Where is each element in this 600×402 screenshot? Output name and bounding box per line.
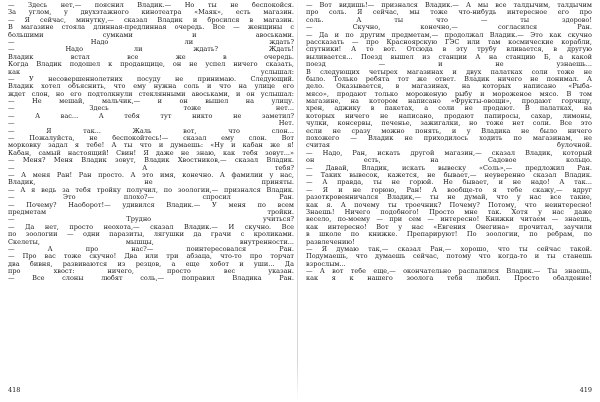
text-line: — Скучно, конечно,— согласился Ран. bbox=[306, 24, 592, 32]
text-line: поезд — и не узнаешь... bbox=[306, 61, 592, 69]
text-line: как я. А почему ты троечник? Почему? Потому, что неинтересно! bbox=[306, 201, 592, 209]
text-line: весело, по-моему — при сем — интересно! Книжки читаем — знаешь, bbox=[306, 216, 592, 224]
text-line: похожего — Владик не приходилось ходить по магазинам, не bbox=[306, 135, 592, 143]
text-line: выливается... Поезд вышел из станции А на станцию Б, а какой bbox=[306, 53, 592, 61]
text-line: спутники! А то вот. Отсюда в эту трубу вливается, в другую bbox=[306, 46, 592, 54]
text-line: — Да и по другим предметам,— продолжал Владик.— Это как скучно bbox=[306, 31, 592, 39]
text-line: — Про вас тоже скучно! Два или три абзаца, что-то про торчат bbox=[8, 253, 294, 261]
text-line: было. Только ребята тот же ответ. Владик ничего не понимал. А bbox=[306, 75, 592, 83]
text-line: разоткровенничался Владик,— ты не думай, что у нас все такие, bbox=[306, 194, 592, 202]
text-line: про хвост: ничего, просто вес указан. bbox=[8, 268, 294, 276]
text-line: два бивня, развиваются из резцов, а еще хобот и уши... Да bbox=[8, 260, 294, 268]
left-page bbox=[8, 2, 294, 382]
page-gutter bbox=[297, 0, 298, 402]
text-line: Владик встал все же в очередь. bbox=[8, 53, 294, 61]
text-line: развлечению! bbox=[306, 238, 355, 246]
text-line: — Давай, Владик, искать вывеску «Соль»,— предложил Ран. bbox=[306, 164, 592, 172]
right-page bbox=[306, 2, 592, 382]
page-number-right: 419 bbox=[579, 386, 592, 394]
text-line: соль. А ты что — ты здорово! bbox=[306, 16, 592, 24]
text-line: — Пожалуйста, не беспокойтесь!— сказал ему слон. Вот bbox=[8, 135, 294, 143]
text-line: — Это плохо?— спросил Ран. bbox=[8, 194, 294, 202]
text-line: — А я ведь за тебя тройку получил, по зоологии,— признался Владик. bbox=[8, 186, 294, 194]
text-line: если не сразу можно понять, и у Владика не было ничего bbox=[306, 127, 592, 135]
text-line: по зоологии — одни паразиты, лягушки да грачи с кроликами. bbox=[8, 231, 294, 239]
text-line: Когда Владик подошел к продавщице, он не успел ничего сказать, bbox=[8, 61, 294, 69]
text-line: как услышал: bbox=[8, 68, 294, 76]
text-line: ждет слон, но его подтолкнули стеклянными авоськами, и он услышал: bbox=[8, 90, 294, 98]
text-line: он есть, на Садовое кольцо. bbox=[306, 157, 592, 165]
text-line: — Трудно учиться? bbox=[8, 216, 294, 224]
text-line: За углом, у двухэтажного кинотеатра «Маяк», есть магазин. bbox=[8, 9, 294, 17]
text-line: — А про нас?— поинтересовался Ран. bbox=[8, 245, 294, 253]
text-line: — Нет. bbox=[8, 120, 294, 128]
text-line: как я к нашего зоолога тебя любил. Просто обалдение! bbox=[306, 275, 592, 283]
text-line: которых ничего не написано, продают папиросы, сахар, лимоны, bbox=[306, 112, 592, 120]
text-line: — Вот видишь!— признался Владик.— А мы все талдычим, талдычим bbox=[306, 2, 592, 9]
text-line: Кабан, самый настоящий! Свин! Я даже не знаю, как тебя зовут...» bbox=[8, 149, 294, 157]
text-line: — Да нет, просто неохота,— сказал Владик.— И скучно. Все bbox=[8, 223, 294, 231]
text-line: — А вот тебе еще,— окончательно распалился Владик.— Ты знаешь, bbox=[306, 268, 592, 276]
text-line: считая булочной. bbox=[306, 142, 592, 150]
text-line: — Меня? Меня Владик зовут, Владик Хвостников,— сказал Владик. bbox=[8, 157, 294, 165]
text-line: В магазине стояла длинная-предлинная очередь. Все — женщины с bbox=[8, 24, 294, 32]
text-line: Владик, не приняты. bbox=[8, 179, 294, 187]
text-line: — Таких вывесок, кажется, не бывает,— неуверенно сказал Владик. bbox=[306, 171, 592, 179]
text-line: предметам тройки. bbox=[8, 208, 294, 216]
text-line: — Надо ли ждать? bbox=[8, 38, 294, 46]
text-line: хрен, аджику в пакетах, а соли не продают. В палатках, на bbox=[306, 105, 592, 113]
text-line: — А вас... А тебя тут никто не заметил? bbox=[8, 112, 294, 120]
text-line: чулки, консервы, печенье, зажигалки, но тоже нет соли. Все это bbox=[306, 120, 592, 128]
text-line: про соль. Я сейчас, мы тоже что-нибудь интересное его про bbox=[306, 9, 592, 17]
text-line: — Надо ли ждать? Ждать! bbox=[8, 46, 294, 54]
text-line: — Не мешай, мальчик,— и он вышел на улицу. bbox=[8, 98, 294, 106]
text-line: рассказать — про Красноярскую ГЭС или там космические корабли, bbox=[306, 38, 592, 46]
text-line: — А меня Ран! Ран просто. А это имя, конечно. А фамилии у нас, bbox=[8, 171, 294, 179]
text-line: дело. Оказывается, в магазинах, на которых написано «Рыба- bbox=[306, 83, 592, 91]
text-line: — У несовершеннолетних посуду не принимаю. Следующий. bbox=[8, 75, 294, 83]
text-line: как интересно! Вот у нас «Евгения Онегина» прочитал, заучили bbox=[306, 223, 592, 231]
text-line: — Я так... Жаль вот, что слон... bbox=[8, 127, 294, 135]
text-line: большими сумками и авоськами. bbox=[8, 31, 294, 39]
text-line: — А тебя? bbox=[8, 164, 294, 172]
text-line: в школе по книжке. Препарируют! По зоологии, по ребрам, по bbox=[306, 231, 592, 239]
text-line: морковку задал я тебе! А ты что и думаешь: «Ну и кабан же я! bbox=[8, 142, 294, 150]
text-line: — Надо, Ран, искать другой магазин,— сказал Владик, который bbox=[306, 149, 592, 157]
text-line: — А правда, ты не горюй. Не бывает, и не надо! А так... bbox=[306, 179, 592, 187]
text-line: Знаешь! Ничего подобного! Просто мне так. Хотя у нас даже bbox=[306, 208, 592, 216]
text-line: взрослым... bbox=[306, 260, 346, 268]
text-line: Владик хотел объяснить, что ему нужна соль и что на улице его bbox=[8, 83, 294, 91]
text-line: Скелеты, мышцы, внутренности... bbox=[8, 238, 294, 246]
text-line: — Я сейчас, минутку,— сказал Владик и бросился в магазин. bbox=[8, 16, 294, 24]
text-line: Подумаешь, что думаешь сейчас, потому что когда-то и ты станешь bbox=[306, 253, 592, 261]
text-line: — Я и не горюю, Ран! А вообще-то я тебе скажу,— вдруг bbox=[306, 186, 592, 194]
text-line: магазине, на котором написано «Фрукты-овощи», продают горчицу, bbox=[306, 98, 592, 106]
text-line: мясо», продают только мороженую рыбу и мороженое мясо. В том bbox=[306, 90, 592, 98]
text-line: — Я думаю так,— сказал Ран,— хорошо, что ты сейчас такой. bbox=[306, 245, 592, 253]
text-line: — Здесь тоже нет... bbox=[8, 105, 294, 113]
text-line: — Почему? Наоборот!— удивился Владик.— У меня по всем bbox=[8, 201, 294, 209]
text-line: В следующих четырех магазинах и двух палатках соли тоже не bbox=[306, 68, 592, 76]
text-line: — Здесь нет,— пояснил Владик.— Но ты не беспокойся. bbox=[8, 2, 294, 9]
page-number-left: 418 bbox=[8, 386, 21, 394]
text-line: — Все слоны любят соль,— поправил Владика Ран. bbox=[8, 275, 294, 283]
